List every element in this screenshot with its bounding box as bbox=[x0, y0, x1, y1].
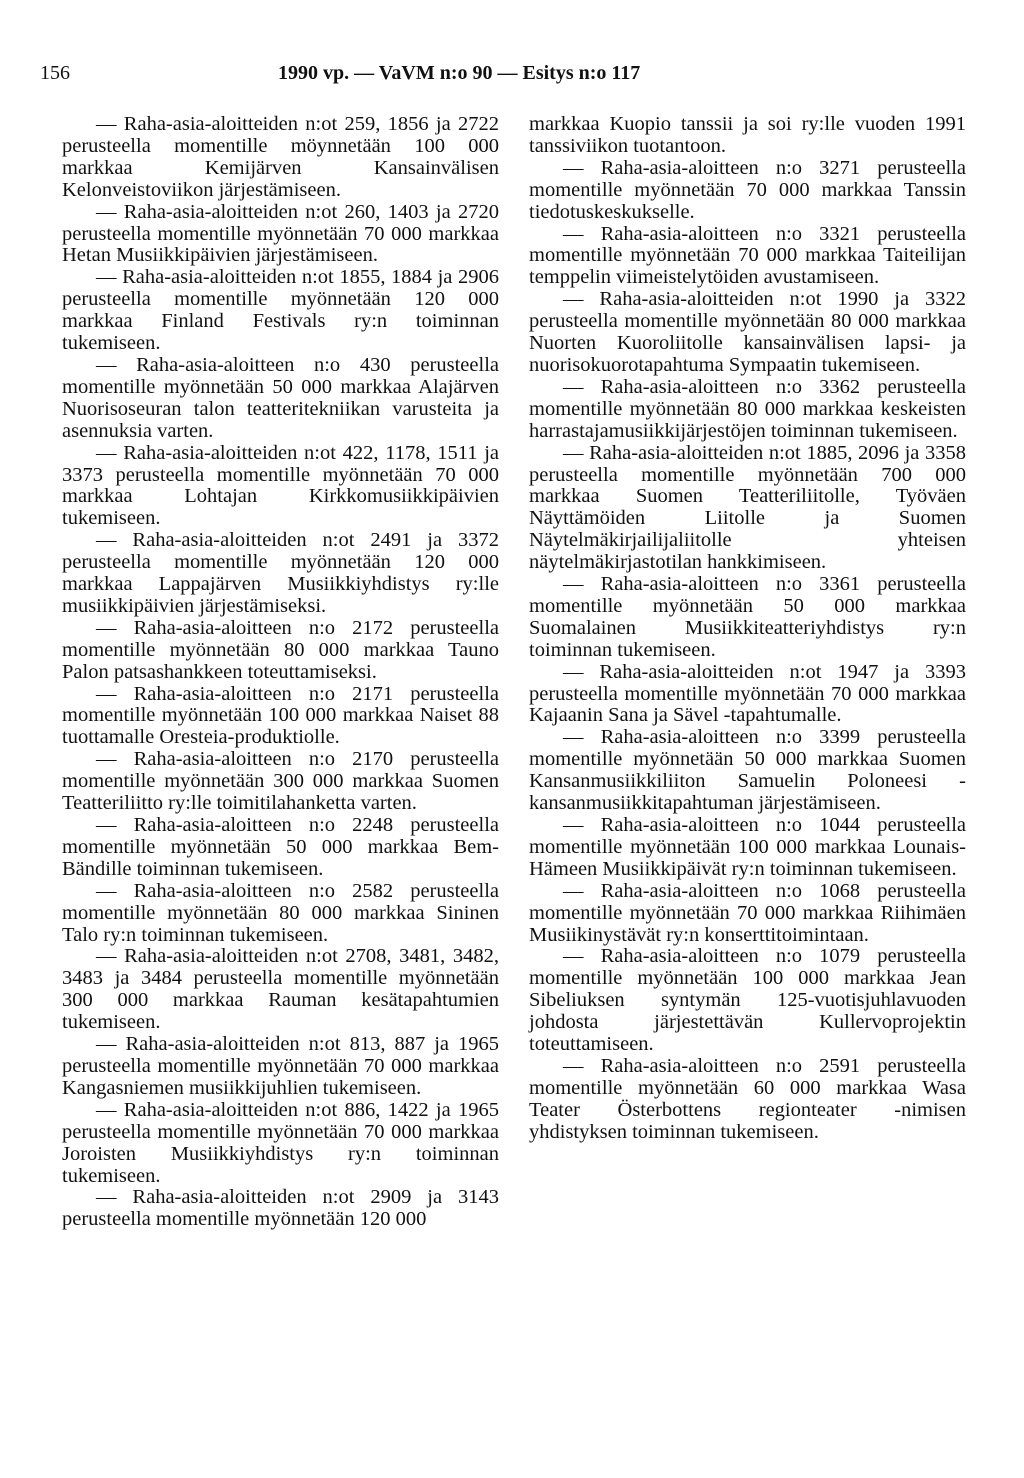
paragraph: — Raha-asia-aloitteiden n:ot 2909 ja 3143 perusteella momentille myönnetään 120 000 bbox=[62, 1186, 499, 1231]
paragraph: — Raha-asia-aloitteen n:o 3321 perusteella momentille myönnetään 70 000 markkaa Taiteilijan temppelin viimeistelytöiden avustamiseen. bbox=[529, 222, 966, 289]
paragraph: — Raha-asia-aloitteen n:o 3361 perusteella momentille myönnetään 50 000 markkaa Suomalainen Musiikkiteatteriyhdistys ry:n toiminnan tukemiseen. bbox=[529, 573, 966, 661]
right-column bbox=[529, 114, 966, 1144]
paragraph: — Raha-asia-aloitteen n:o 1044 perusteella momentille myönnetään 100 000 markkaa Lounais-Hämeen Musiikkipäivät ry:n toiminnan tukemiseen. bbox=[529, 814, 966, 880]
paragraph: — Raha-asia-aloitteen n:o 3362 perusteella momentille myönnetään 80 000 markkaa keskeisten harrastajamusiikkijärjestöjen toiminnan tukemiseen. bbox=[529, 375, 966, 442]
paragraph: — Raha-asia-aloitteiden n:ot 260, 1403 ja 2720 perusteella momentille myönnetään 70 000 markkaa Hetan Musiikkipäivien järjestämiseen. bbox=[62, 200, 499, 267]
running-title: 1990 vp. — VaVM n:o 90 — Esitys n:o 117 bbox=[278, 62, 641, 84]
paragraph: — Raha-asia-aloitteiden n:ot 1855, 1884 ja 2906 perusteella momentille myönnetään 120 000 markkaa Finland Festivals ry:n toiminnan tukemiseen. bbox=[62, 266, 499, 355]
paragraph: — Raha-asia-aloitteiden n:ot 2491 ja 3372 perusteella momentille myönnetään 120 000 markkaa Lappajärven Musiikkiyhdistys ry:lle musiikkipäivien järjestämiseksi. bbox=[62, 529, 499, 617]
paragraph: — Raha-asia-aloitteen n:o 1068 perusteella momentille myönnetään 70 000 markkaa Riihimäen Musiikinystävät ry:n konserttitoimintaan. bbox=[529, 879, 966, 946]
left-column bbox=[62, 114, 499, 1231]
paragraph: — Raha-asia-aloitteiden n:ot 2708, 3481, 3482, 3483 ja 3484 perusteella momentille myönnetään 300 000 markkaa Rauman kesätapahtumien tukemiseen. bbox=[62, 945, 499, 1034]
paragraph: — Raha-asia-aloitteen n:o 3399 perusteella momentille myönnetään 50 000 markkaa Suomen Kansanmusiikkiliiton Samuelin Poloneesi -kansanmusiikkitapahtuman järjestämiseen. bbox=[529, 726, 966, 815]
paragraph: — Raha-asia-aloitteen n:o 2172 perusteella momentille myönnetään 80 000 markkaa Tauno Palon patsashankkeen toteuttamiseksi. bbox=[62, 616, 499, 683]
paragraph: — Raha-asia-aloitteen n:o 1079 perusteella momentille myönnetään 100 000 markkaa Jean Sibeliuksen syntymän 125-vuotisjuhlavuoden johdosta järjestettävän Kullervoprojektin toteuttamiseen. bbox=[529, 945, 966, 1056]
paragraph: — Raha-asia-aloitteiden n:ot 1990 ja 3322 perusteella momentille myönnetään 80 000 markkaa Nuorten Kuoroliitolle kansainvälisen lapsi- ja nuorisokuorotapahtuma Sympaatin tukemiseen. bbox=[529, 288, 966, 376]
paragraph: — Raha-asia-aloitteen n:o 2170 perusteella momentille myönnetään 300 000 markkaa Suomen Teatteriliitto ry:lle toimitilahanketta varten. bbox=[62, 748, 499, 815]
paragraph: — Raha-asia-aloitteen n:o 2248 perusteella momentille myönnetään 50 000 markkaa Bem-Bändille toiminnan tukemiseen. bbox=[62, 814, 499, 880]
paragraph-continued: markkaa Kuopio tanssii ja soi ry:lle vuoden 1991 tanssiviikon tuotantoon. bbox=[529, 113, 966, 157]
paragraph: — Raha-asia-aloitteen n:o 2171 perusteella momentille myönnetään 100 000 markkaa Naiset 88 tuottamalle Oresteia-produktiolle. bbox=[62, 682, 499, 749]
paragraph: — Raha-asia-aloitteen n:o 3271 perusteella momentille myönnetään 70 000 markkaa Tanssin tiedotuskeskukselle. bbox=[529, 156, 966, 223]
paragraph: — Raha-asia-aloitteiden n:ot 259, 1856 ja 2722 perusteella momentille möynnetään 100 000 markkaa Kemijärven Kansainvälisen Kelonveistoviikon järjestämiseen. bbox=[62, 113, 499, 201]
page-header bbox=[40, 62, 980, 92]
page-number: 156 bbox=[40, 62, 70, 84]
paragraph: — Raha-asia-aloitteiden n:ot 1947 ja 3393 perusteella momentille myönnetään 70 000 markkaa Kajaanin Sana ja Sävel -tapahtumalle. bbox=[529, 660, 966, 727]
paragraph: — Raha-asia-aloitteen n:o 2591 perusteella momentille myönnetään 60 000 markkaa Wasa Teater Österbottens regionteater -nimisen yhdistyksen toiminnan tukemiseen. bbox=[529, 1054, 966, 1143]
paragraph: — Raha-asia-aloitteiden n:ot 422, 1178, 1511 ja 3373 perusteella momentille myönnetään 70 000 markkaa Lohtajan Kirkkomusiikkipäivien tukemiseen. bbox=[62, 441, 499, 530]
paragraph: — Raha-asia-aloitteiden n:ot 886, 1422 ja 1965 perusteella momentille myönnetään 70 000 markkaa Joroisten Musiikkiyhdistys ry:n toiminnan tukemiseen. bbox=[62, 1098, 499, 1187]
paragraph: — Raha-asia-aloitteiden n:ot 813, 887 ja 1965 perusteella momentille myönnetään 70 000 markkaa Kangasniemen musiikkijuhlien tukemiseen. bbox=[62, 1033, 499, 1099]
paragraph: — Raha-asia-aloitteen n:o 2582 perusteella momentille myönnetään 80 000 markkaa Sininen Talo ry:n toiminnan tukemiseen. bbox=[62, 879, 499, 946]
paragraph: — Raha-asia-aloitteen n:o 430 perusteella momentille myönnetään 50 000 markkaa Alajärven Nuorisoseuran talon teatteritekniikan varusteita ja asennuksia varten. bbox=[62, 353, 499, 442]
paragraph: — Raha-asia-aloitteiden n:ot 1885, 2096 ja 3358 perusteella momentille myönnetään 700 000 markkaa Suomen Teatteriliitolle, Työväen Näyttämöiden Liitolle ja Suomen Näytelmäkirjailijaliitolle yhteisen näytelmäkirjastotilan hankkimiseen. bbox=[529, 441, 966, 574]
